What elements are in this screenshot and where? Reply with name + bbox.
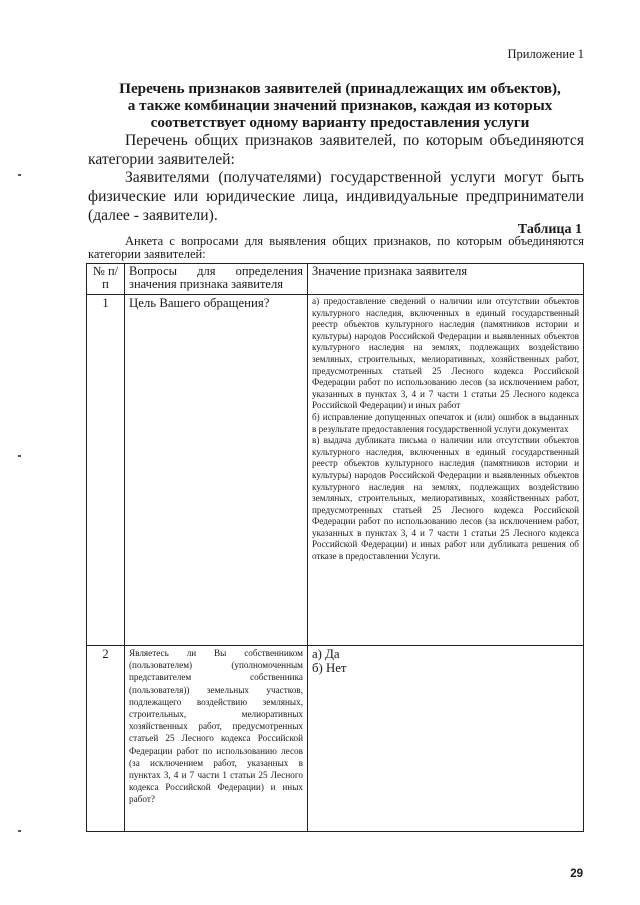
appendix-label: Приложение 1 [507,47,584,61]
paragraph-applicants: Заявителями (получателями) государственной услуги могут быть физические или юридические лица, индивидуальные предприниматели (далее - заявители). [88,169,584,224]
answer-option: б) исправление допущенных опечаток и (или) ошибок в выданных в результате предоставления государственной услуги документах [312,411,579,434]
row-question: Являетесь ли Вы собственником (пользователем) (уполномоченным представителем собственника (пользователя)) земельных участков, подлежащего воздействию земляных, строительных, мелиоративных хозяйственных работ, предусмотренных статьей 25 Лесного кодекса Российской Федерации работ по использованию лесов (за исключением работ, указанных в пунктах 3, 4 и 7 части 1 статьи 25 Лесного кодекса Российской Федерации) и иных работ? [125,646,308,832]
scan-mark [18,455,21,457]
table-row [87,646,584,832]
table-header-row [87,264,584,295]
paragraph-general-features: Перечень общих признаков заявителей, по которым объединяются категории заявителей: [88,132,584,168]
scan-mark [18,830,21,832]
row-answers [308,295,584,646]
table-caption: Анкета с вопросами для выявления общих признаков, по которым объединяются категории заявителей: [88,234,584,261]
scan-mark [18,174,21,176]
answer-option: в) выдача дубликата письма о наличии или отсутствии объектов культурного наследия, включенных в единый государственный реестр объектов культурного наследия (памятников истории и культуры) народов Российской Федерации и выявленных объектов культурного наследия на землях, подлежащих воздействию земляных, строительных, мелиоративных, хозяйственных работ, предусмотренных статьей 25 Лесного кодекса Российской Федерации работ по использованию лесов (за исключением работ, указанных в пунктах 3, 4 и 7 части 1 статьи 25 Лесного кодекса Российской Федерации) и иных работ или дубликата решения об отказе в предоставлении Услуги. [312,435,579,562]
table-row [87,295,584,646]
title-line-3: соответствует одному варианту предоставления услуги [150,114,530,131]
row-number: 2 [87,646,125,832]
row-question: Цель Вашего обращения? [125,295,308,646]
answer-option: б) Нет [312,661,347,675]
header-questions: Вопросы для определения значения признака заявителя [125,264,308,295]
header-value: Значение признака заявителя [308,264,584,295]
table-label: Таблица 1 [517,222,582,237]
questionnaire-table [86,263,584,832]
row-number: 1 [87,295,125,646]
header-number: № п/п [87,264,125,295]
answer-option: а) предоставление сведений о наличии или отсутствии объектов культурного наследия, включенных в единый государственный реестр объектов культурного наследия (памятников истории и культуры) народов Российской Федерации и выявленных объектов культурного наследия на землях, подлежащих воздействию земляных, строительных, мелиоративных, хозяйственных работ, предусмотренных статьей 25 Лесного кодекса Российской Федерации работ по использованию лесов (за исключением работ, указанных в пунктах 3, 4 и 7 части 1 статьи 25 Лесного кодекса Российской Федерации) и иных работ [312,296,579,411]
document-title [100,80,580,131]
page-number: 29 [570,868,583,880]
answer-option: а) Да [312,647,340,661]
row-answers [308,646,584,832]
title-line-2: а также комбинации значений признаков, каждая из которых [127,97,553,114]
title-line-1: Перечень признаков заявителей (принадлежащих им объектов), [119,80,561,97]
